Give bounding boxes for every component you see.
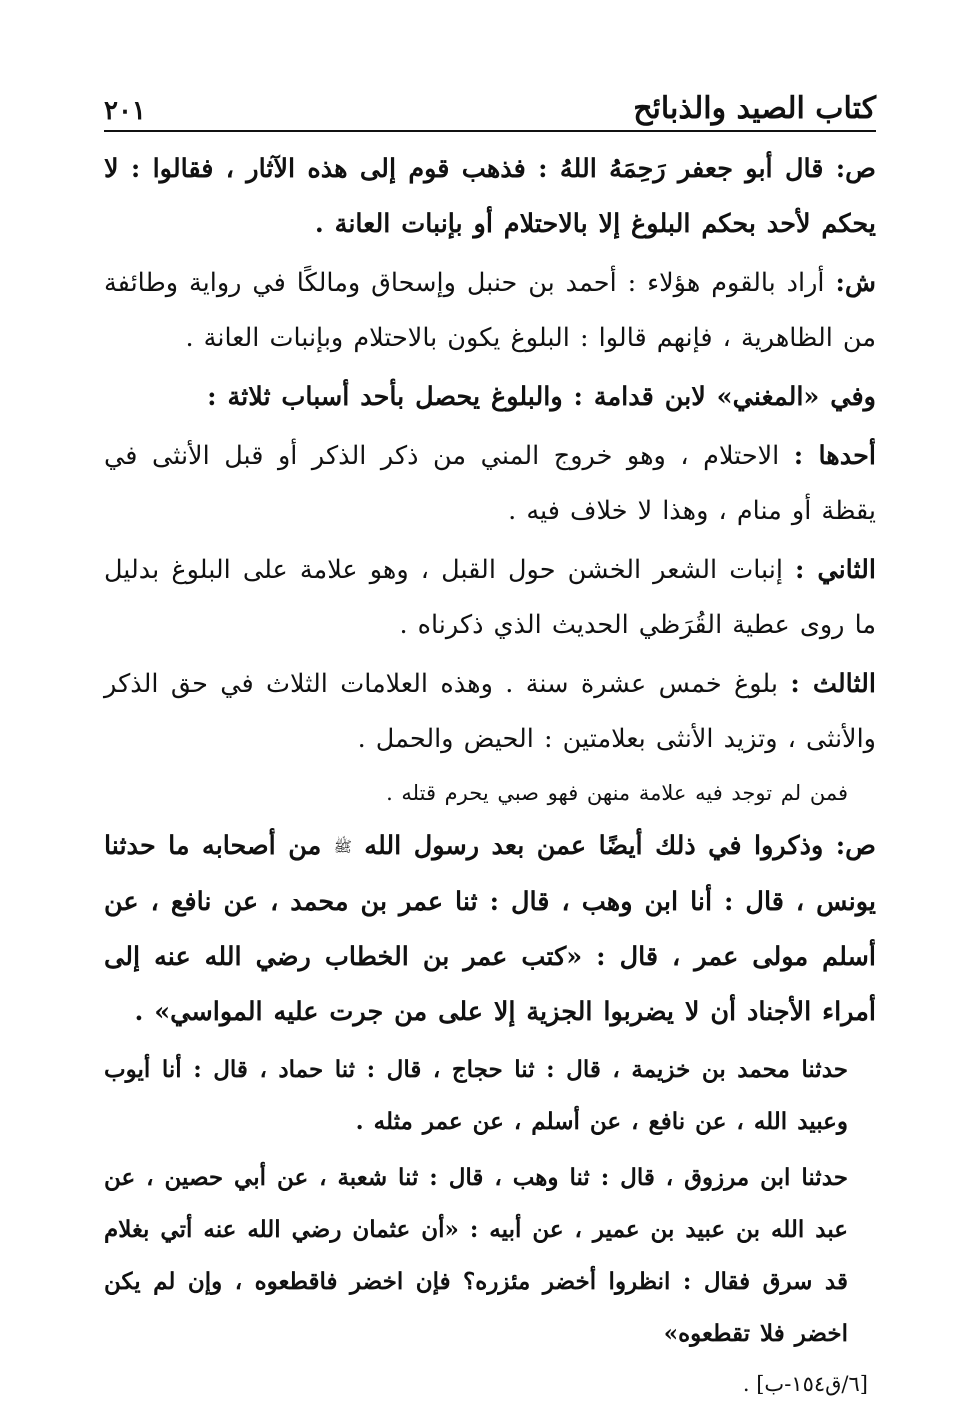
paragraph-2-text: أراد بالقوم هؤلاء : أحمد بن حنبل وإسحاق ومالكًا في رواية وطائفة من الظاهرية ، فإنهم قالوا : البلوغ يكون بالاحتلام وبإنبات العانة . — [104, 268, 876, 353]
paragraph-6 — [104, 657, 876, 767]
paragraph-3 — [104, 370, 876, 425]
paragraph-9 — [104, 1044, 876, 1148]
paragraph-3-text: وفي «المغني» لابن قدامة : والبلوغ يحصل بأحد أسباب ثلاثة : — [207, 382, 876, 412]
paragraph-1-text: ص: قال أبو جعفر رَحِمَهُ اللهُ : فذهب قوم إلى هذه الآثار ، فقالوا : لا يحكم لأحد بحكم البلوغ إلا بالاحتلام أو بإنبات العانة . — [104, 154, 876, 239]
page-number: ٢٠١ — [104, 96, 146, 126]
paragraph-7-text: فمن لم توجد فيه علامة منهن فهو صبي يحرم قتله . — [386, 781, 848, 805]
paragraph-9-text: حدثنا محمد بن خزيمة ، قال : ثنا حجاج ، قال : ثنا حماد ، قال : أنا أيوب وعبيد الله ، عن نافع ، عن أسلم ، عن عمر مثله . — [104, 1055, 848, 1135]
paragraph-5-lead: الثاني : — [795, 555, 876, 585]
running-header — [104, 78, 876, 132]
paragraph-10 — [104, 1152, 876, 1360]
paragraph-7 — [104, 771, 876, 815]
chapter-title: كتاب الصيد والذبائح — [633, 91, 876, 126]
paragraph-8-before: ص: وذكروا في ذلك أيضًا عمن بعد رسول الله — [364, 831, 876, 861]
paragraph-4-lead: أحدها : — [793, 441, 876, 471]
paragraph-8-after: من أصحابه ما حدثنا يونس ، قال : أنا ابن وهب ، قال : ثنا عمر بن محمد ، عن نافع ، عن أسلم مولى عمر ، قال : «كتب عمر بن الخطاب رضي الله عنه إلى أمراء الأجناد أن لا يضربوا الجزية إلا على من جرت عليه المواسي» . — [104, 831, 876, 1027]
paragraph-6-lead: الثالث : — [790, 669, 877, 699]
book-page — [104, 78, 876, 1404]
paragraph-5 — [104, 543, 876, 653]
page-content — [104, 142, 876, 1404]
paragraph-4 — [104, 429, 876, 539]
paragraph-2 — [104, 256, 876, 366]
paragraph-8 — [104, 819, 876, 1040]
paragraph-6-text: بلوغ خمس عشرة سنة . وهذه العلامات الثلاث في حق الذكر والأنثى ، وتزيد الأنثى بعلامتين : الحيض والحمل . — [104, 669, 876, 754]
paragraph-2-lead: ش: — [835, 268, 876, 298]
paragraph-1 — [104, 142, 876, 252]
paragraph-10-text: حدثنا ابن مرزوق ، قال : ثنا وهب ، قال : ثنا شعبة ، عن أبي حصين ، عن عبد الله بن عبيد بن عمير ، عن أبيه : «أن عثمان رضي الله عنه أتي بغلام قد سرق فقال : انظروا أخضر مئزره؟ فإن اخضر فاقطعوه ، وإن لم يكن اخضر فلا تقطعوه» — [104, 1163, 848, 1347]
paragraph-4-text: الاحتلام ، وهو خروج المني من ذكر الذكر أو قبل الأنثى في يقظة أو منام ، وهذا لا خلاف فيه . — [104, 441, 876, 526]
paragraph-5-text: إنبات الشعر الخشن حول القبل ، وهو علامة على البلوغ بدليل ما روى عطية القُرَظي الحديث الذي ذكرناه . — [104, 555, 876, 640]
manuscript-folio-reference: [٦/ق١٥٤-ب] . — [742, 1371, 868, 1396]
honorific-glyph: ﷺ — [333, 837, 352, 856]
